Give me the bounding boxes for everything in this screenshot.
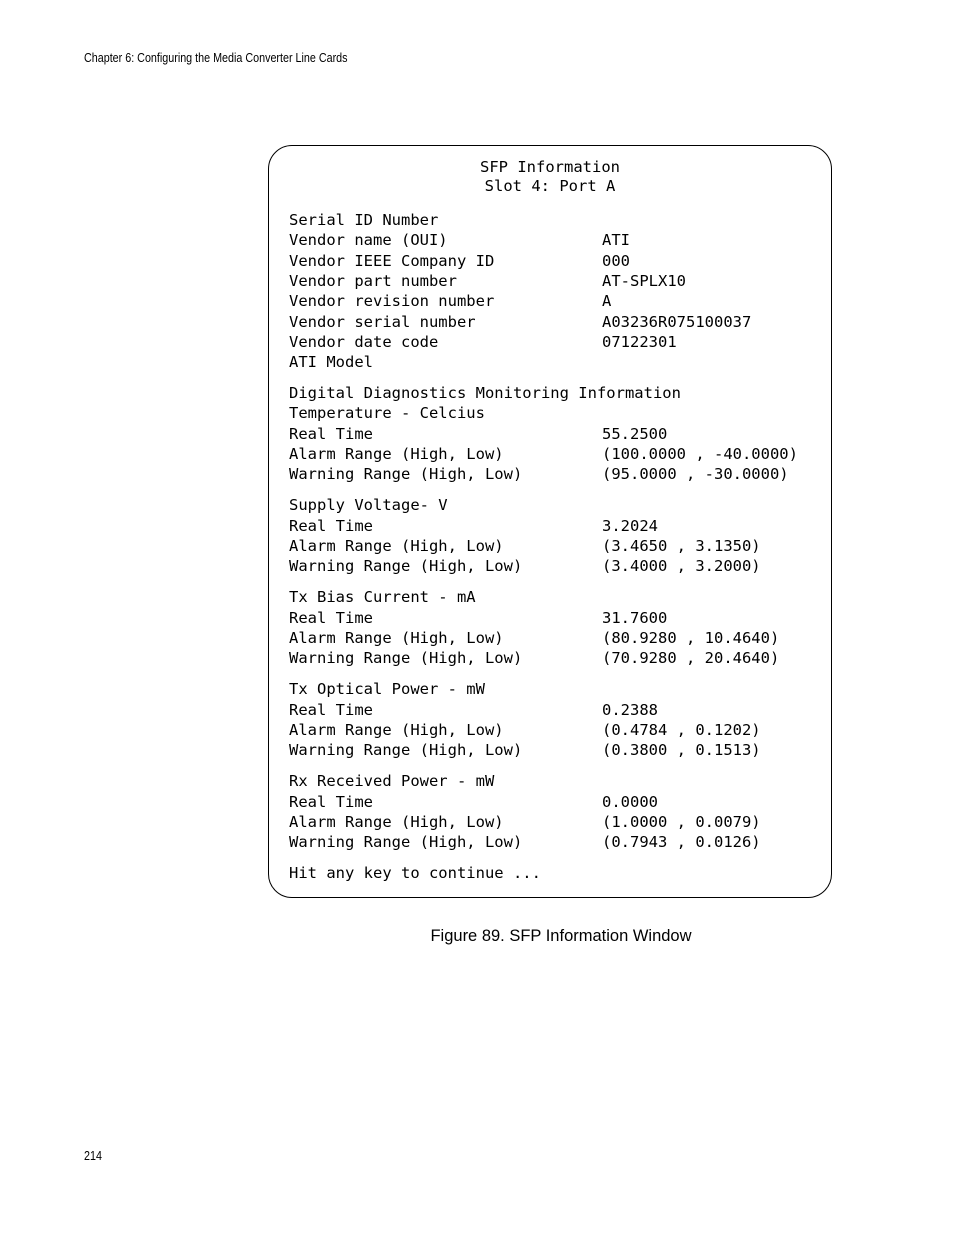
terminal-title: SFP Information: [480, 158, 620, 176]
row-label: Real Time: [289, 517, 373, 535]
row-value: (3.4650 , 3.1350): [602, 537, 761, 555]
row-label: Warning Range (High, Low): [289, 833, 523, 851]
row-value: 31.7600: [602, 609, 668, 627]
row-value: (0.7943 , 0.0126): [602, 833, 761, 851]
page-number: 214: [84, 1149, 102, 1163]
row-label: Alarm Range (High, Low): [289, 813, 504, 831]
row-value: (95.0000 , -30.0000): [602, 465, 789, 483]
ddm-heading: Digital Diagnostics Monitoring Information: [289, 384, 681, 402]
row-label: Vendor serial number: [289, 313, 476, 331]
row-value: (3.4000 , 3.2000): [602, 557, 761, 575]
row-value: (0.4784 , 0.1202): [602, 721, 761, 739]
section-heading: Rx Received Power - mW: [289, 772, 495, 790]
terminal-subtitle: Slot 4: Port A: [484, 177, 616, 195]
row-label: Warning Range (High, Low): [289, 465, 523, 483]
row-value: 3.2024: [602, 517, 658, 535]
row-value: (100.0000 , -40.0000): [602, 445, 798, 463]
row-value: 07122301: [602, 333, 677, 351]
row-label: Alarm Range (High, Low): [289, 629, 504, 647]
row-label: Real Time: [289, 793, 373, 811]
row-label: Warning Range (High, Low): [289, 557, 523, 575]
continue-prompt[interactable]: Hit any key to continue ...: [289, 864, 541, 882]
row-value: AT-SPLX10: [602, 272, 686, 290]
row-label: Vendor name (OUI): [289, 231, 448, 249]
section-heading: Supply Voltage- V: [289, 496, 448, 514]
serial-id-heading: Serial ID Number: [289, 211, 439, 229]
row-value: 0.2388: [602, 701, 658, 719]
row-label: ATI Model: [289, 353, 373, 371]
row-label: Alarm Range (High, Low): [289, 721, 504, 739]
row-label: Vendor part number: [289, 272, 457, 290]
row-label: Warning Range (High, Low): [289, 741, 523, 759]
section-heading: Tx Bias Current - mA: [289, 588, 476, 606]
row-label: Vendor revision number: [289, 292, 495, 310]
row-value: A03236R075100037: [602, 313, 752, 331]
row-value: A: [602, 292, 612, 310]
row-value: ATI: [602, 231, 630, 249]
running-header: Chapter 6: Configuring the Media Converter Line Cards: [84, 51, 348, 65]
row-value: (80.9280 , 10.4640): [602, 629, 780, 647]
row-label: Real Time: [289, 701, 373, 719]
section-heading: Tx Optical Power - mW: [289, 680, 485, 698]
row-label: Real Time: [289, 609, 373, 627]
row-value: (1.0000 , 0.0079): [602, 813, 761, 831]
row-value: 55.2500: [602, 425, 668, 443]
figure-caption: Figure 89. SFP Information Window: [430, 927, 692, 945]
row-value: 000: [602, 252, 630, 270]
row-label: Vendor date code: [289, 333, 439, 351]
terminal-screen: [269, 146, 831, 897]
row-label: Alarm Range (High, Low): [289, 537, 504, 555]
row-label: Real Time: [289, 425, 373, 443]
row-value: (70.9280 , 20.4640): [602, 649, 780, 667]
row-label: Warning Range (High, Low): [289, 649, 523, 667]
row-value: 0.0000: [602, 793, 658, 811]
row-label: Vendor IEEE Company ID: [289, 252, 495, 270]
terminal-window: [268, 145, 832, 898]
row-label: Alarm Range (High, Low): [289, 445, 504, 463]
section-heading: Temperature - Celcius: [289, 404, 485, 422]
row-value: (0.3800 , 0.1513): [602, 741, 761, 759]
